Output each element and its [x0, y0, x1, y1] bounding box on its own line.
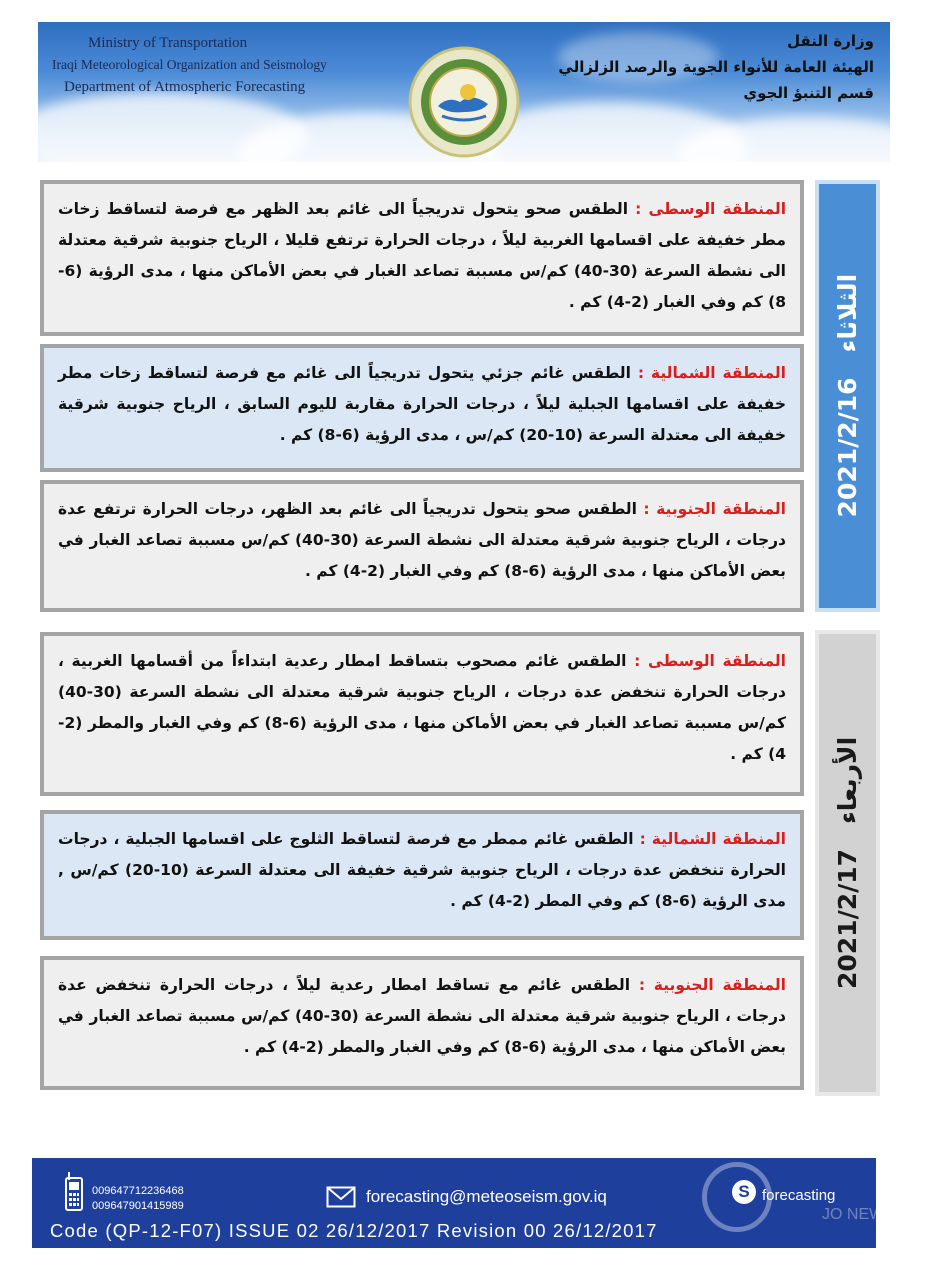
region-forecast-text: الطقس غائم مصحوب بتساقط امطار رعدية ابتداءاً من أقسامها الغربية ، درجات الحرارة تنخفض عدة درجات ، الرياح جنوبية شرقية معتدلة الى نشطة السرعة (30-40) كم/س مسببة تصاعد الغبار في بعض الأماكن منها ، مدى الرؤية (6-8) كم وفي الغبار والمطر (2-4) كم . — [58, 652, 786, 763]
header-english-block — [52, 32, 327, 98]
day1-date-label — [833, 274, 862, 517]
day2-date-bar — [815, 630, 880, 1096]
region-title: المنطقة الوسطى : — [635, 200, 787, 218]
watermark-text: JO NEW — [822, 1206, 885, 1223]
region-title: المنطقة الشمالية : — [639, 830, 786, 848]
day1-south-region — [40, 480, 804, 612]
department-name-en: Department of Atmospheric Forecasting — [64, 79, 306, 95]
day2-weekday: الأربعاء — [833, 737, 862, 825]
ministry-name-en: Ministry of Transportation — [88, 35, 248, 51]
region-forecast-text: الطقس غائم ممطر مع فرصة لتساقط الثلوج على اقسامها الجبلية ، درجات الحرارة تنخفض عدة درجات ، الرياح جنوبية شرقية خفيفة الى معتدلة السرعة (10-20) كم/س , مدى الرؤية (6-8) كم وفي المطر (2-4) كم . — [58, 830, 786, 910]
page-footer — [32, 1158, 885, 1248]
header-arabic-block — [558, 28, 874, 106]
ministry-name-ar: وزارة النقل — [787, 32, 874, 50]
region-title: المنطقة الجنوبية : — [643, 500, 786, 518]
day1-date-bar — [815, 180, 880, 612]
day2-north-region — [40, 810, 804, 940]
day1-central-region — [40, 180, 804, 336]
region-title: المنطقة الشمالية : — [637, 364, 786, 382]
day2-south-region — [40, 956, 804, 1090]
document-code-line: Code (QP-12-F07) ISSUE 02 26/12/2017 Revision 00 26/12/2017 — [50, 1220, 658, 1241]
organization-name-ar: الهيئة العامة للأنواء الجوية والرصد الزلزالي — [558, 58, 874, 76]
email-link[interactable]: forecasting@meteoseism.gov.iq — [366, 1187, 607, 1206]
organization-seal-logo — [408, 46, 520, 158]
mobile-phone-icon — [64, 1172, 84, 1212]
region-forecast-text: الطقس صحو يتحول تدريجياً الى غائم بعد الظهر مع فرصة لتساقط زخات مطر خفيفة على اقسامها الغربية ليلاً ، درجات الحرارة ترتفع قليلا ، الرياح جنوبية شرقية معتدلة الى نشطة السرعة (30-40) كم/س مسببة تصاعد الغبار في بعض الأماكن منها ، مدى الرؤية (6-8) كم وفي الغبار (2-4) كم . — [58, 200, 786, 311]
phone-number-1[interactable]: 009647712236468 — [92, 1185, 184, 1197]
day1-date: 2021/2/16 — [833, 377, 862, 518]
page-header — [38, 22, 890, 162]
envelope-icon — [326, 1186, 356, 1208]
day2-date-label — [833, 737, 862, 989]
region-forecast-text: الطقس غائم مع تساقط امطار رعدية ليلاً ، درجات الحرارة تنخفض عدة درجات ، الرياح جنوبية شرقية معتدلة الى نشطة السرعة (30-40) كم/س مسببة تصاعد الغبار في بعض الأماكن منها ، مدى الرؤية (6-8) كم وفي الغبار والمطر (2-4) كم . — [58, 976, 786, 1056]
skype-handle[interactable]: forecasting — [762, 1187, 836, 1204]
day1-north-region — [40, 344, 804, 472]
day2-date: 2021/2/17 — [833, 848, 862, 989]
phone-numbers — [92, 1184, 184, 1214]
organization-name-en: Iraqi Meteorological Organization and Seismology — [52, 57, 327, 72]
skype-icon: S — [732, 1180, 756, 1204]
department-name-ar: قسم التنبؤ الجوي — [743, 84, 874, 102]
day2-central-region — [40, 632, 804, 796]
region-title: المنطقة الوسطى : — [634, 652, 786, 670]
region-forecast-text: الطقس صحو يتحول تدريجياً الى غائم بعد الظهر، درجات الحرارة ترتفع عدة درجات ، الرياح جنوبية شرقية معتدلة الى نشطة السرعة (30-40) كم/س مسببة تصاعد الغبار في بعض الأماكن منها ، مدى الرؤية (6-8) كم وفي الغبار (2-4) كم . — [58, 500, 786, 580]
phone-number-2[interactable]: 009647901415989 — [92, 1200, 184, 1212]
region-forecast-text: الطقس غائم جزئي يتحول تدريجياً الى غائم مع فرصة لتساقط زخات مطر خفيفة على اقسامها الجبلية ليلاً ، درجات الحرارة مقاربة لليوم السابق ، الرياح جنوبية شرقية خفيفة الى معتدلة السرعة (10-20) كم/س ، مدى الرؤية (6-8) كم . — [58, 364, 786, 444]
day1-weekday: الثلاثاء — [833, 274, 862, 353]
region-title: المنطقة الجنوبية : — [638, 976, 786, 994]
